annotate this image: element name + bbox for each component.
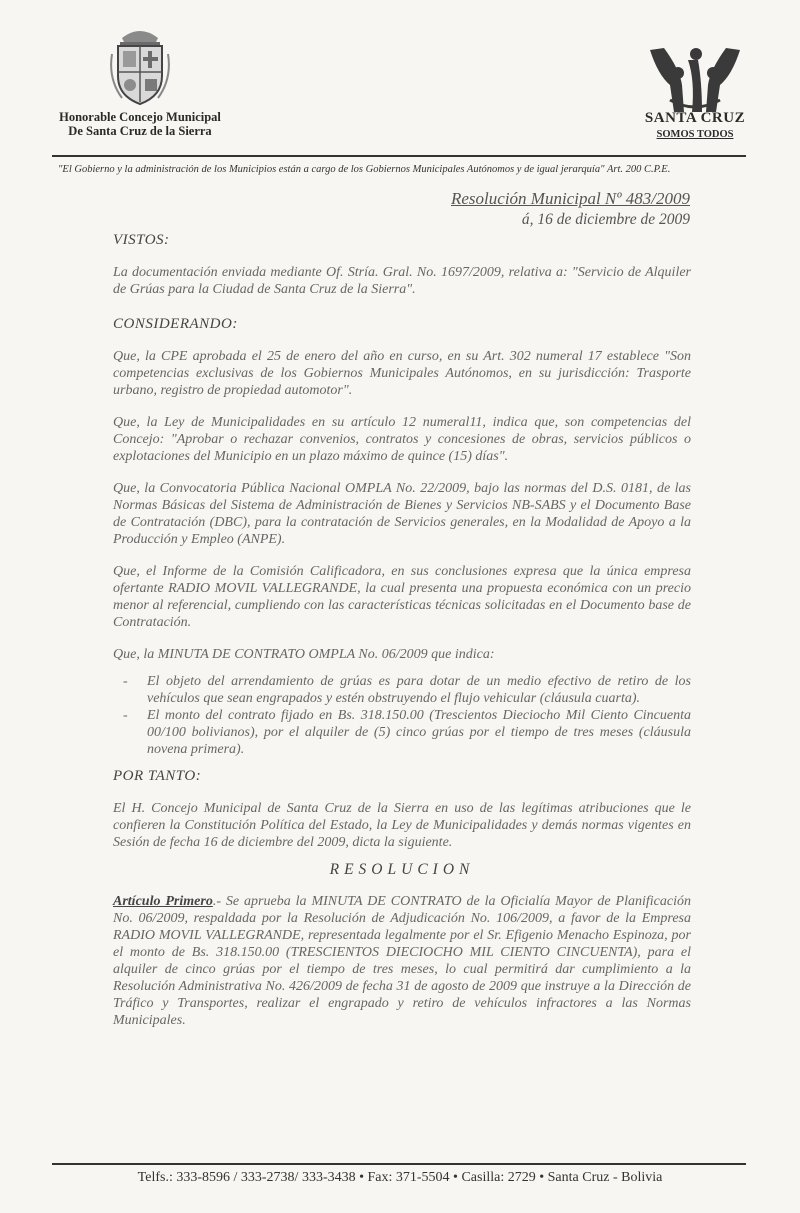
considerando-paragraph: Que, la CPE aprobada el 25 de enero del año en curso, en su Art. 302 numeral 17 establece "Son competencias exclusivas de los Gobiernos Municipales Autónomos, en su jurisdicción: Trasporte urbano, registro de propiedad automotor".	[113, 349, 691, 398]
document-body	[113, 232, 691, 1029]
list-item: - El objeto del arrendamiento de grúas es para dotar de un medio efectivo de retiro de los vehículos que sean engrapados y estén obstruyendo el flujo vehicular (cláusula cuarta).	[147, 673, 691, 707]
considerando-heading: CONSIDERANDO:	[113, 316, 238, 332]
council-name-line1: Honorable Concejo Municipal	[59, 110, 221, 124]
header-divider	[52, 155, 746, 157]
article-text: .- Se aprueba la MINUTA DE CONTRATO de la Oficialía Mayor de Planificación No. 06/2009, respaldada por la Resolución de Adjudicación No. 106/2009, a favor de la Empresa RADIO MOVIL VALLEGRANDE, representada legalmente por el Sr. Efigenio Menacho Espinoza, por el monto de Bs. 318.150.00 (TRESCIENTOS DIECIOCHO MIL CIENTO CINCUENTA), para el alquiler de cinco grúas por el tiempo de tres meses, lo cual permitirá dar cumplimiento a la Resolución Administrativa No. 426/2009 de fecha 31 de agosto de 2009 que instruye a la Dirección de Tráfico y Transportes, realizar el engrapado y retiro de vehículos infractores a las Normas Municipales.	[113, 894, 691, 1028]
minuta-list	[113, 673, 691, 758]
por-tanto-text: El H. Concejo Municipal de Santa Cruz de la Sierra en uso de las legítimas atribuciones que le confieren la Constitución Política del Estado, la Ley de Municipalidades y demás normas vigentes en Sesión de fecha 16 de diciembre del 2009, dicta la siguiente.	[113, 801, 691, 850]
brand-subtitle: SOMOS TODOS	[656, 129, 734, 140]
considerando-paragraph: Que, la Ley de Municipalidades en su artículo 12 numeral11, indica que, son competencias del Concejo: "Aprobar o rechazar convenios, contratos y concesiones de obras, servicios públicos o explotaciones del Municipio en un plazo máximo de quince (15) días".	[113, 415, 691, 464]
footer-contact: Telfs.: 333-8596 / 333-2738/ 333-3438 • Fax: 371-5504 • Casilla: 2729 • Santa Cruz - Bolivia	[137, 1170, 663, 1185]
considerando-paragraph: Que, la Convocatoria Pública Nacional OMPLA No. 22/2009, bajo las normas del D.S. 0181, de las Normas Básicas del Sistema de Administración de Bienes y Servicios NB-SABS y el Documento Base de Contratación (DBC), para la contratación de Servicios generales, en la Modalidad de Apoyo a la Producción y Empleo (ANPE).	[113, 481, 691, 547]
article-primero	[113, 893, 691, 1029]
constitution-quote: "El Gobierno y la administración de los Municipios están a cargo de los Gobiernos Municipales Autónomos y de igual jerarquía" Art. 200 C.P.E.	[58, 164, 671, 175]
list-item: - El monto del contrato fijado en Bs. 318.150.00 (Trescientos Dieciocho Mil Ciento Cincuenta 00/100 bolivianos), por el alquiler de (5) cinco grúas por el tiempo de tres meses (cláusula novena primera).	[147, 707, 691, 758]
vistos-text: La documentación enviada mediante Of. Stría. Gral. No. 1697/2009, relativa a: "Servicio de Alquiler de Grúas para la Ciudad de Santa Cruz de la Sierra".	[113, 265, 691, 297]
por-tanto-heading: POR TANTO:	[113, 768, 202, 784]
council-name-line2: De Santa Cruz de la Sierra	[68, 124, 212, 138]
council-name	[40, 110, 240, 138]
resolution-title: Resolución Municipal Nº 483/2009	[451, 189, 690, 208]
coat-of-arms-icon	[108, 24, 172, 108]
article-label: Artículo Primero	[113, 894, 213, 909]
brand-title: SANTA CRUZ	[644, 110, 746, 126]
considerando-paragraph: Que, el Informe de la Comisión Calificadora, en sus conclusiones expresa que la única empresa ofertante RADIO MOVIL VALLEGRANDE, la cual presenta una propuesta económica con un precio menor al referencial, cumpliendo con las características técnicas solicitadas en el Documento base de Contratación.	[113, 564, 691, 630]
footer-divider	[52, 1163, 746, 1165]
resolucion-heading: RESOLUCION	[329, 861, 475, 878]
considerando-paragraph: Que, la MINUTA DE CONTRATO OMPLA No. 06/2009 que indica:	[113, 647, 495, 662]
resolution-date: á, 16 de diciembre de 2009	[521, 211, 690, 228]
vistos-heading: VISTOS:	[113, 232, 170, 248]
